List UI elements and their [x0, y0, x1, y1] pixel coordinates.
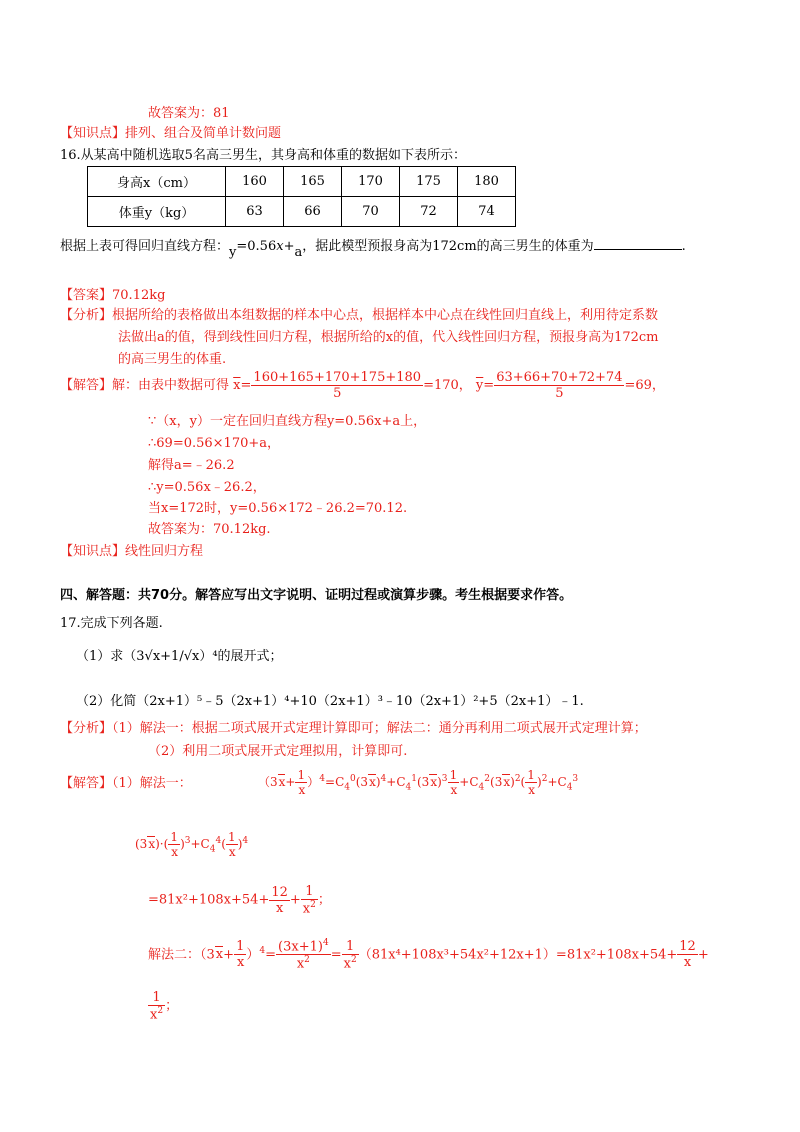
followup-c: . [681, 239, 686, 254]
q16-analysis-1 [60, 304, 658, 323]
knowledge-point-15 [60, 122, 281, 141]
q16-solution-4: 解得a=﹣26.2 [148, 458, 235, 473]
answer-blank[interactable] [594, 237, 682, 250]
frac-num: 160+165+170+175+180 [253, 370, 422, 385]
frac-num: 63+66+70+72+74 [496, 370, 623, 385]
method-2-line: 解法二：（3x+ $\frac{1}{x}$ ）$^4$= $\frac{(3x+1)^4}{x^2}$ = $\frac{1}{x^2}$ （81x⁴+108x³+54x²+12x+1）=81x²+108x+54+ $\frac{12}{x}$ + [148, 938, 709, 972]
x-mean-fraction [251, 370, 423, 401]
q17-part1: （1）求（3√x+1/√x）⁴的展开式； [76, 649, 283, 664]
table-cell: 72 [400, 197, 458, 227]
q16-analysis-3: 的高三男生的体重. [118, 352, 227, 367]
table-cell: 63 [226, 197, 284, 227]
section-4-heading: 四、解答题：共70分。解答应写出文字说明、证明过程或演算步骤。考生根据要求作答。 [60, 588, 573, 603]
method-2-mid: （81x⁴+108x³+54x²+12x+1）=81x²+108x+54+ [358, 947, 678, 963]
regression-equation: y=0.56x+a [229, 239, 303, 260]
binomial-expansion-line-1: （3x+ $\frac{1}{x}$ ）$^4=C_4^0(3x)^4+C_4^1(3x)^3$ $\frac{1}{x}$ $+C_4^2(3x)^2$( $\frac{1}{x}$ )$^2+C_4^3$ [258, 768, 579, 797]
table-row-weight [88, 197, 516, 227]
q16-followup [60, 235, 686, 260]
q16-solution-3: ∴69=0.56×170+a， [148, 436, 280, 451]
q16-stem: 16.从某高中随机选取5名高三男生，其身高和体重的数据如下表所示： [60, 148, 466, 163]
analysis-text: 根据所给的表格做出本组数据的样本中心点，根据样本中心点在线性回归直线上，利用待定系数 [112, 308, 659, 323]
q16-solution-5: ∴y=0.56x﹣26.2， [148, 480, 266, 495]
q16-analysis-2: 法做出a的值，得到线性回归方程，根据所给的x的值，代入线性回归方程，预报身高为172cm [118, 330, 659, 345]
q16-knowledge-point [60, 540, 203, 559]
method-2-tail: $\frac{1}{x^2}$ ； [150, 990, 179, 1023]
method-1-result: =81x²+108x+54+ $\frac{12}{x}$ + $\frac{1}{x^2}$ ； [148, 884, 331, 917]
followup-b: ，据此模型预报身高为172cm的高三男生的体重为 [302, 239, 594, 254]
q16-solution-6: 当x=172时，y=0.56×172﹣26.2=70.12. [148, 501, 408, 516]
solution-intro: 解：由表中数据可得 [112, 378, 230, 393]
kp-tag: 【知识点】 [60, 544, 126, 559]
analysis-tag: 【分析】 [60, 721, 113, 736]
table-cell: 180 [458, 167, 516, 197]
data-table [87, 166, 516, 227]
frac-den: 5 [555, 386, 564, 401]
frac-den: 5 [333, 386, 342, 401]
table-cell: 175 [400, 167, 458, 197]
table-cell: 170 [342, 167, 400, 197]
table-cell: 70 [342, 197, 400, 227]
answer-value: 70.12kg [112, 288, 166, 303]
table-cell: 165 [284, 167, 342, 197]
y-mean-result: =69， [624, 378, 665, 393]
table-cell: 66 [284, 197, 342, 227]
y-bar: $\overline{y}$ [475, 378, 484, 393]
kp15-text: 排列、组合及简单计数问题 [125, 126, 282, 141]
kp15-tag: 【知识点】 [60, 126, 126, 141]
table-cell: 160 [226, 167, 284, 197]
method-2-label: 解法二： [148, 947, 201, 963]
q16-solution-7: 故答案为：70.12kg. [148, 522, 271, 537]
solution-tag: 【解答】 [60, 378, 113, 393]
table-head-height: 身高x（cm） [88, 167, 226, 197]
q17-part2: （2）化简（2x+1）⁵﹣5（2x+1）⁴+10（2x+1）³﹣10（2x+1）²+5（2x+1）﹣1. [76, 694, 584, 709]
q17-analysis-2: （2）利用二项式展开式定理拟用，计算即可. [148, 744, 408, 759]
analysis-text: （1）解法一：根据二项式展开式定理计算即可；解法二：通分再利用二项式展开式定理计算； [112, 721, 647, 736]
kp-text: 线性回归方程 [125, 544, 204, 559]
followup-a: 根据上表可得回归直线方程： [60, 239, 230, 254]
x-bar: $\overline{x}$ [233, 378, 241, 393]
q16-answer [60, 284, 165, 303]
table-head-weight: 体重y（kg） [88, 197, 226, 227]
table-row-height [88, 167, 516, 197]
y-mean-fraction [494, 370, 624, 401]
method-1-label: （1）解法一： [112, 776, 192, 791]
result-text: =81x²+108x+54+ [148, 892, 270, 908]
binomial-expansion-line-2: (3x)·( $\frac{1}{x}$ )$^3+C_4^4$( $\frac{1}{x}$ )$^4$ [135, 830, 249, 859]
answer-15-line: 故答案为：81 [148, 106, 230, 121]
analysis-tag: 【分析】 [60, 308, 113, 323]
solution-tag: 【解答】 [60, 776, 113, 791]
table-cell: 74 [458, 197, 516, 227]
q16-solution-2: ∵（x，y）一定在回归直线方程y=0.56x+a上， [148, 414, 427, 429]
q17-solution-1 [60, 772, 192, 791]
q16-solution-1: 【解答】解：由表中数据可得 $\overline{x}=$ $\frac{160+165+170+175+180}{5}$ =170， $\overline{y}=$ $\frac{63+66+70+72+74}{5}$ =69， [60, 370, 665, 401]
q17-analysis-1 [60, 717, 647, 736]
q17-stem: 17.完成下列各题. [60, 616, 163, 631]
x-mean-result: =170， [423, 378, 472, 393]
answer-tag: 【答案】 [60, 288, 113, 303]
